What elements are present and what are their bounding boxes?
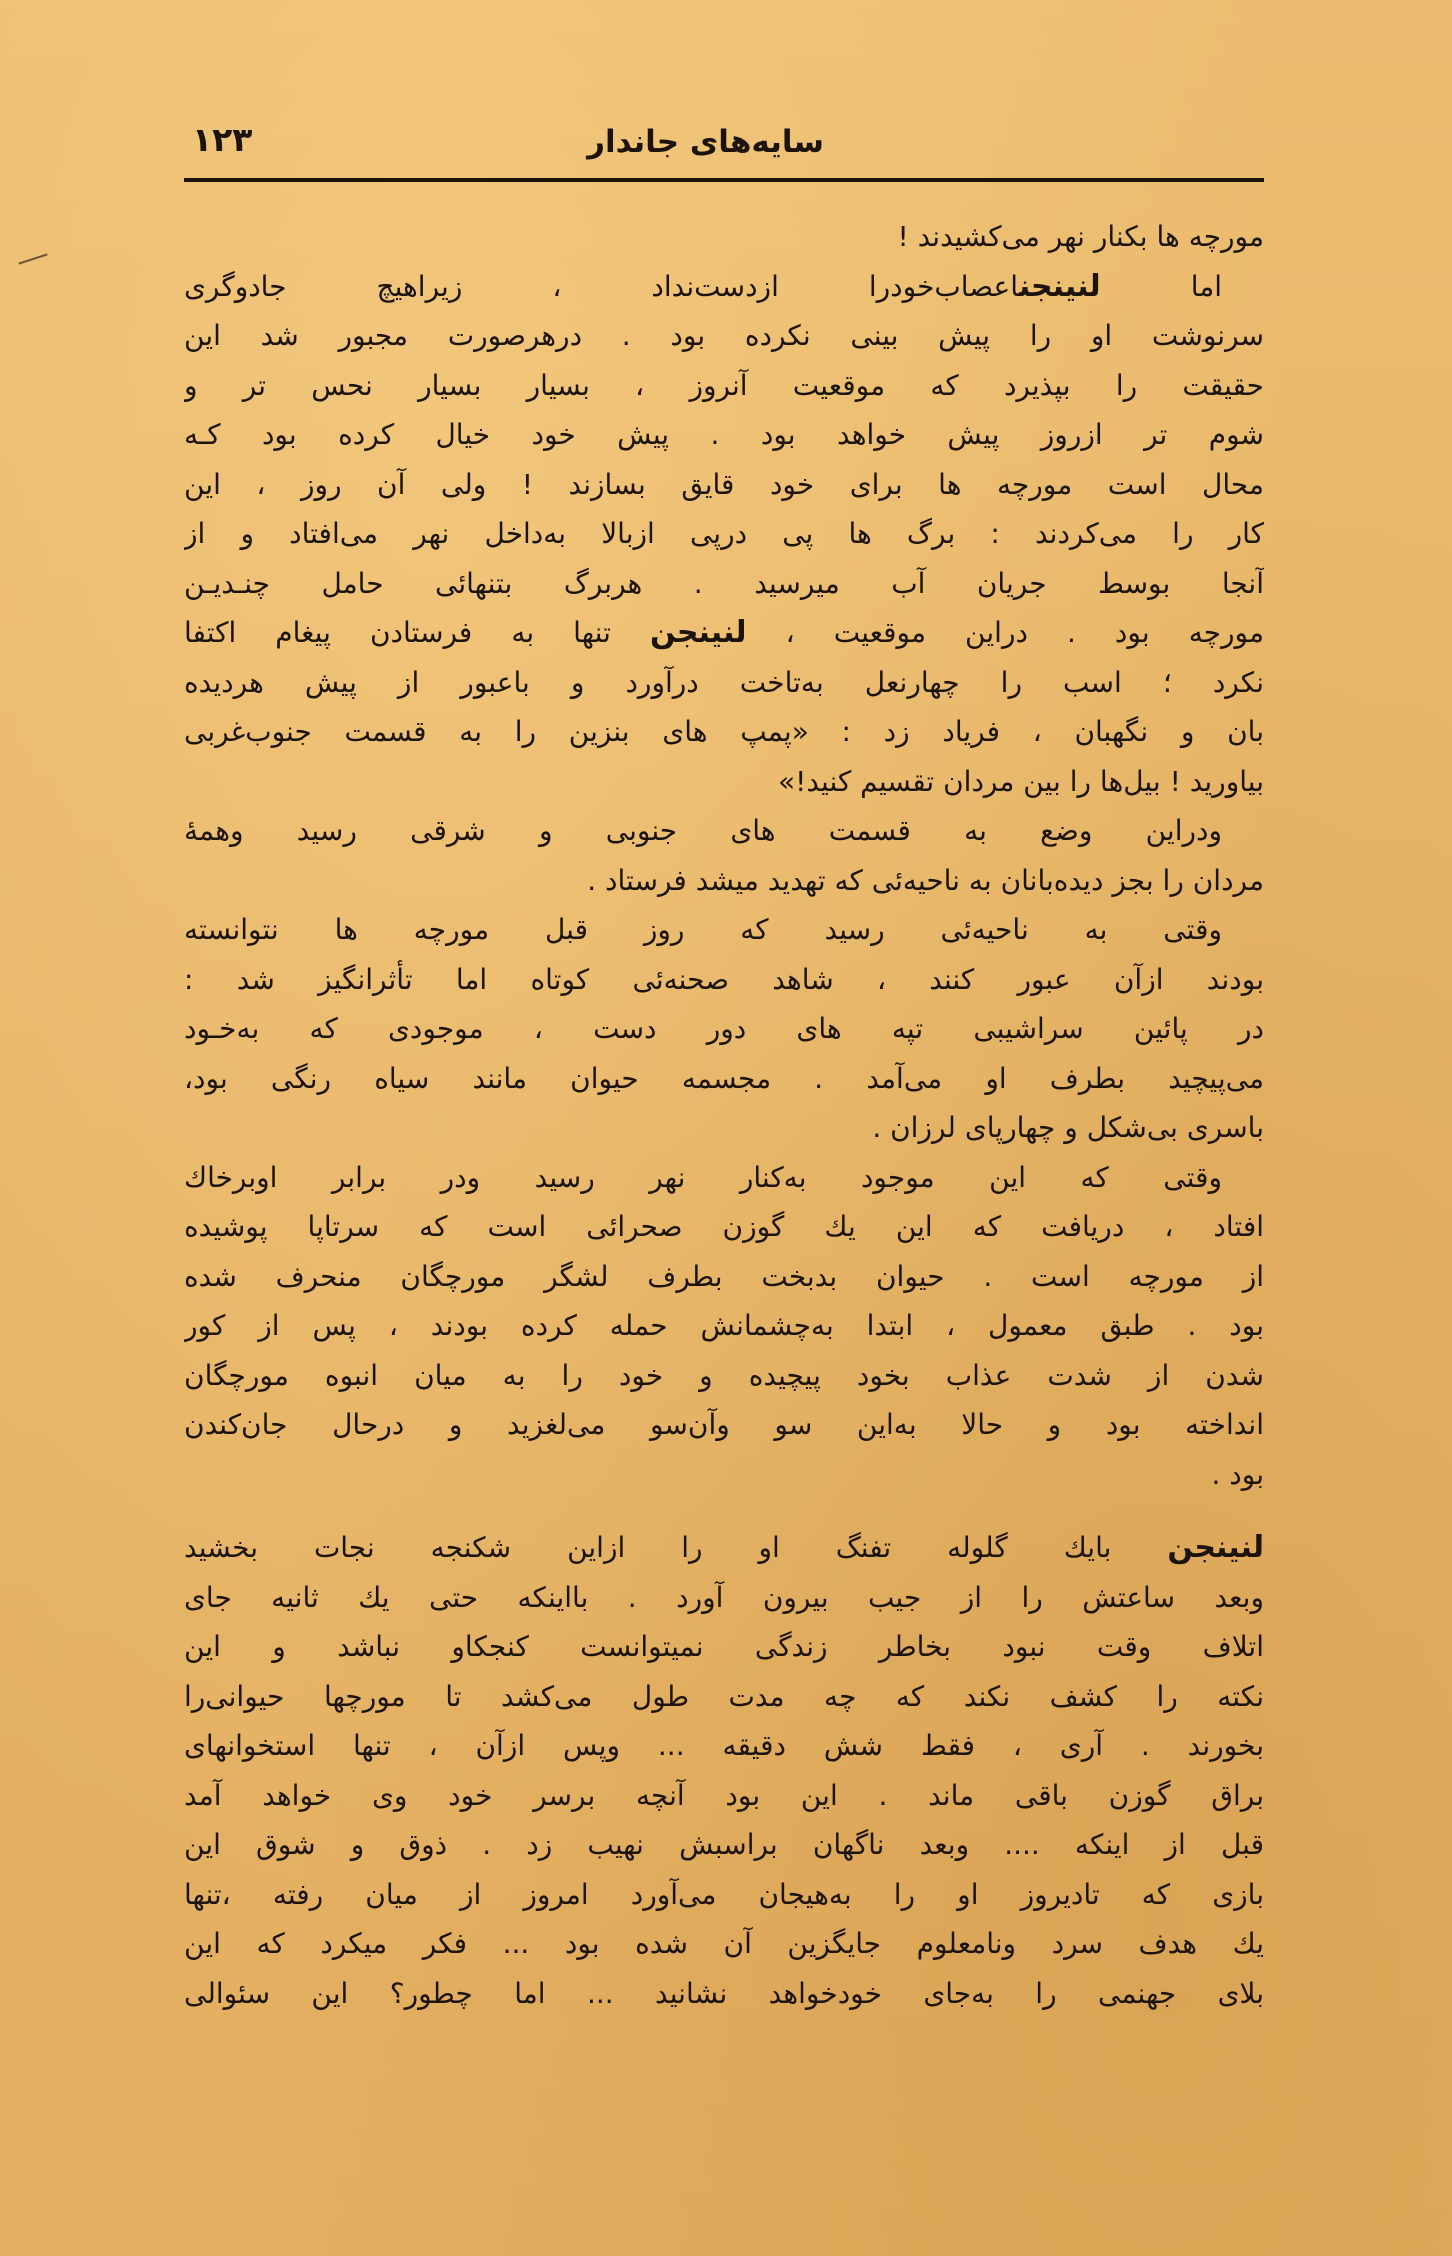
- header-rule: [184, 178, 1264, 182]
- text-line: بخورند . آری ، فقط شش دقیقه ... وپس ازآن ، تنها استخوانهای: [184, 1729, 1264, 1762]
- text-line: بودند ازآن عبور کنند ، شاهد صحنه‌ئی کوتاه اما تأثرانگیز شد :: [184, 962, 1264, 996]
- text-line: اتلاف وقت نبود بخاطر زندگی نمیتوانست کنجکاو نباشد و این: [184, 1630, 1264, 1663]
- text-line: بازی که تادیروز او را به‌هیجان می‌آورد امروز از میان رفته ،تنها: [184, 1877, 1264, 1911]
- text-line: قبل از اینکه .... وبعد ناگهان براسبش نهیب زد . ذوق و شوق این: [184, 1828, 1264, 1861]
- text-line: اما لنینجناعصاب‌خودرا ازدست‌نداد ، زیراهیچ جادوگری: [184, 268, 1222, 304]
- page-number: ۱۲۳: [192, 120, 253, 159]
- ink-speck: [18, 253, 47, 264]
- text-line: افتاد ، دریافت که این یك گوزن صحرائی است که سرتاپا پوشیده: [184, 1210, 1264, 1243]
- text-line: بود . طبق معمول ، ابتدا به‌چشمانش حمله کرده بودند ، پس از کور: [184, 1309, 1264, 1342]
- text-line: از مورچه است . حیوان بدبخت بطرف لشگر مورچگان منحرف شده: [184, 1259, 1264, 1293]
- paragraph-gap: [184, 1499, 1264, 1523]
- text-line: مردان را بجز دیده‌بانان به ناحیه‌ئی که تهدید میشد فرستاد .: [587, 863, 1264, 897]
- text-line: شدن از شدت عذاب بخود پیچیده و خود را به میان انبوه مورچگان: [184, 1358, 1264, 1392]
- text-line: بلای جهنمی را به‌جای خودخواهد نشانید ... اما چطور؟ این سئوالی: [184, 1976, 1264, 2010]
- text-line: وقتی به ناحیه‌ئی رسید که روز قبل مورچه ها نتوانسته: [184, 913, 1222, 946]
- text-line: نکته را کشف نکند که چه مدت طول می‌کشد تا مورچها حیوانی‌را: [184, 1679, 1264, 1713]
- text-line: محال است مورچه ها برای خود قایق بسازند ! ولی آن روز ، این: [184, 467, 1264, 501]
- body-text: [184, 212, 1264, 2018]
- text-line: یك هدف سرد ونامعلوم جایگزین آن شده بود ... فکر میکرد که این: [184, 1927, 1264, 1960]
- text-line: آنجا بوسط جریان آب میرسید . هربرگ بتنهائی حامل چنـدیـن: [184, 566, 1264, 600]
- text-line: حقیقت را بپذیرد که موقعیت آنروز ، بسیار بسیار نحس تر و: [184, 368, 1264, 402]
- text-line: مورچه ها بکنار نهر می‌کشیدند !: [897, 220, 1264, 253]
- running-title: سایه‌های جاندار: [587, 124, 824, 160]
- text-line: لنینجن بایك گلوله تفنگ او را ازاین شکنجه نجات بخشید: [184, 1530, 1264, 1565]
- name-leiningen: لنینجن: [1018, 268, 1101, 304]
- text-line: مورچه بود . دراین موقعیت ، لنینجن تنها به فرستادن پیغام اکتفا: [184, 615, 1264, 650]
- name-leiningen: لنینجن: [649, 615, 747, 650]
- text-line: می‌پیچید بطرف او می‌آمد . مجسمه حیوان مانند سیاه رنگی بود،: [184, 1061, 1264, 1095]
- text-line: در پائین سراشیبی تپه های دور دست ، موجودی که به‌خـود: [184, 1012, 1264, 1045]
- text-line: بان و نگهبان ، فریاد زد : «پمپ های بنزین را به قسمت جنوب‌غربی: [184, 715, 1264, 748]
- text-line: کار را می‌کردند : برگ ها پی درپی ازبالا به‌داخل نهر می‌افتاد و از: [184, 517, 1264, 550]
- text-line: نکرد ؛ اسب را چهارنعل به‌تاخت درآورد و باعبور از پیش هردیده: [184, 665, 1264, 699]
- text-line: شوم تر ازروز پیش خواهد بود . پیش خود خیال کرده بود کـه: [184, 418, 1264, 451]
- text-line: باسری بی‌شکل و چهارپای لرزان .: [872, 1111, 1264, 1144]
- text-line: بیاورید ! بیل‌ها را بین مردان تقسیم کنید!»: [778, 764, 1264, 798]
- text-line: سرنوشت او را پیش بینی نکرده بود . درهرصورت مجبور شد این: [184, 319, 1264, 352]
- text-line: وبعد ساعتش را از جیب بیرون آورد . بااینکه حتی یك ثانیه جای: [184, 1580, 1264, 1614]
- text-line: براق گوزن باقی ماند . این بود آنچه برسر خود وی خواهد آمد: [184, 1778, 1264, 1812]
- text-line: وقتی که این موجود به‌کنار نهر رسید ودر برابر اوبرخاك: [184, 1160, 1222, 1194]
- text-line: انداخته بود و حالا به‌این سو وآن‌سو می‌لغزید و درحال جان‌کندن: [184, 1408, 1264, 1441]
- page-header: [184, 118, 1264, 178]
- name-leiningen: لنینجن: [1167, 1530, 1264, 1565]
- text-line: ودراین وضع به قسمت های جنوبی و شرقی رسید وهمهٔ: [184, 814, 1222, 847]
- text-line: بود .: [1211, 1457, 1264, 1491]
